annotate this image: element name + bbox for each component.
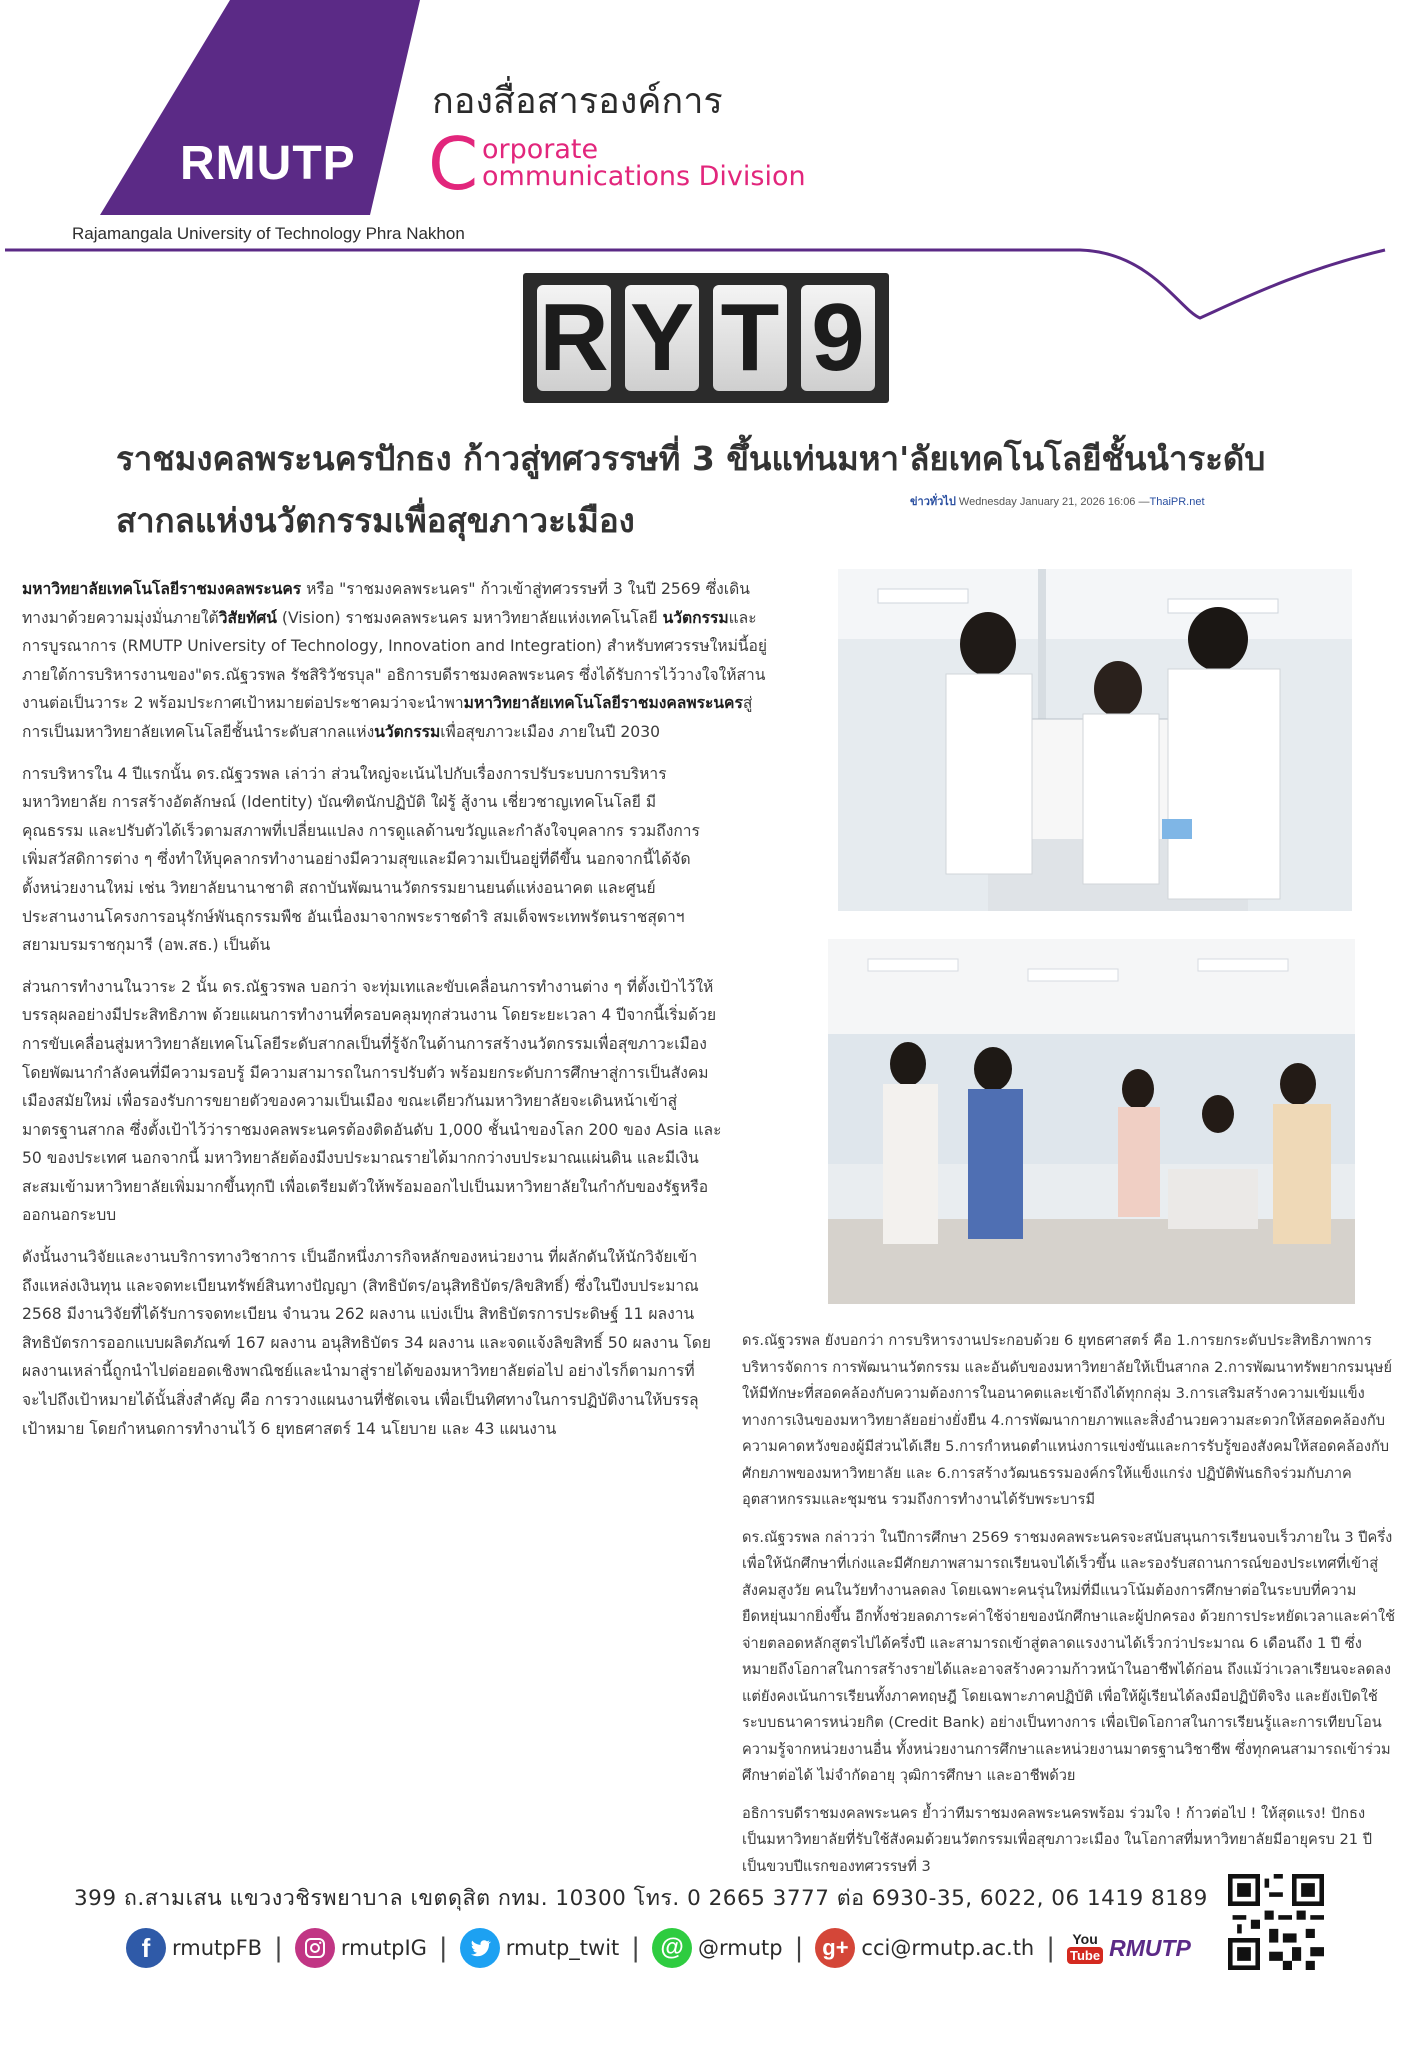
headline-line-1: ราชมงคลพระนครปักธง ก้าวสู่ทศวรรษที่ 3 ขึ้นแท่นมหา'ลัยเทคโนโลยีชั้นนำระดับ — [116, 439, 1266, 478]
cc-logo-letter: C — [428, 122, 479, 206]
paragraph-1 — [22, 575, 772, 747]
byline-date: Wednesday January 21, 2026 16:06 — — [958, 496, 1150, 508]
article-left-column — [22, 575, 782, 1456]
separator: | — [631, 1933, 641, 1963]
social-label: @rmutp — [698, 1936, 783, 1960]
paragraph-6: ดร.ณัฐวรพล กล่าวว่า ในปีการศึกษา 2569 ราชมงคลพระนครจะสนับสนุนการเรียนจบเร็วภายใน 3 ปีครึ่งเพื่อให้นักศึกษาที่เก่งและมีศักยภาพสามารถเรียนจบได้เร็วขึ้น และรองรับสถานการณ์ของประเทศที่เข้าสู่สังคมสูงวัย คนในวัยทำงานลดลง โดยเฉพาะคนรุ่นใหม่ที่มีแนวโน้มต้องการศึกษาต่อในระบบที่ความยืดหยุ่นมากยิ่งขึ้น อีกทั้งช่วยลดภาระค่าใช้จ่ายของนักศึกษาและผู้ปกครอง ด้วยการประหยัดเวลาและค่าใช้จ่ายตลอดหลักสูตรไปได้ครึ่งปี และสามารถเข้าสู่ตลาดแรงงานได้เร็วกว่าประมาณ 6 เดือนถึง 1 ปี ซึ่งหมายถึงโอกาสในการสร้างรายได้และอาจสร้างความก้าวหน้าในอาชีพได้ก่อน ถึงแม้ว่าเวลาเรียนจะลดลง แต่ยังคงเน้นการเรียนทั้งภาคทฤษฎี โดยเฉพาะภาคปฏิบัติ เพื่อให้ผู้เรียนได้ลงมือปฏิบัติจริง และยังเปิดใช้ระบบธนาคารหน่วยกิต (Credit Bank) อย่างเป็นทางการ เพื่อเปิดโอกาสในการเรียนรู้และการเทียบโอนความรู้จากหน่วยงานอื่น ทั้งหน่วยงานการศึกษาและหน่วยงานมาตรฐานวิชาชีพ ซึ่งทุกคนสามารถเข้าร่วมศึกษาต่อได้ ไม่จำกัดอายุ วุฒิการศึกษา และอาชีพด้วย — [742, 1528, 1396, 1784]
text: (Vision) ราชมงคลพระนคร มหาวิทยาลัยแห่งเทคโนโลยี — [276, 608, 663, 627]
bold-text: มหาวิทยาลัยเทคโนโลยีราชมงคลพระนคร — [463, 694, 743, 713]
youtube-icon-top: You — [1072, 1931, 1098, 1947]
social-links — [126, 1926, 1191, 1970]
text: และการบูรณาการ (RMUTP University of Technology, Innovation and Integration) สำหรับทศวรรษใหม่นี้อยู่ภายใต้การบริหารงานของ"ดร.ณัฐวรพล รัชสิริวัชรบุล" อธิการบดีราชมงคลพระนคร ซึ่งได้รับการไว้วางใจให้สานงานต่อเป็นวาระ 2 พร้อมประกาศเป้าหมายต่อประชาคมว่าจะนำพา — [22, 608, 768, 713]
bold-text: นวัตกรรม — [374, 722, 441, 741]
paragraph-4: ดังนั้นงานวิจัยและงานบริการทางวิชาการ เป็นอีกหนึ่งภารกิจหลักของหน่วยงาน ที่ผลักดันให้นักวิจัยเข้าถึงแหล่งเงินทุน และจดทะเบียนทรัพย์สินทางปัญญา (สิทธิบัตร/อนุสิทธิบัตร/ลิขสิทธิ์) ซึ่งในปีงบประมาณ 2568 มีงานวิจัยที่ได้รับการจดทะเบียน จำนวน 262 ผลงาน แบ่งเป็น สิทธิบัตรการประดิษฐ์ 11 ผลงาน สิทธิบัตรการออกแบบผลิตภัณฑ์ 167 ผลงาน อนุสิทธิบัตร 34 ผลงาน และจดแจ้งลิขสิทธิ์ 50 ผลงาน โดยผลงานเหล่านี้ถูกนำไปต่อยอดเชิงพาณิชย์และนำมาสู่รายได้ของมหาวิทยาลัยต่อไป อย่างไรก็ตามการที่จะไปถึงเป้าหมายได้นั้นสิ่งสำคัญ คือ การวางแผนงานที่ชัดเจน เพื่อเป็นทิศทางในการปฏิบัติงานให้บรรลุเป้าหมาย โดยกำหนดการทำงานไว้ 6 ยุทธศาสตร์ 14 นโยบาย และ 43 แผนงาน — [22, 1248, 712, 1438]
social-label: rmutpFB — [172, 1936, 263, 1960]
google-plus-icon: g+ — [815, 1928, 855, 1968]
social-link-youtube[interactable] — [1067, 1932, 1191, 1964]
bold-text: วิสัยทัศน์ — [218, 608, 277, 627]
social-link-instagram[interactable] — [295, 1928, 427, 1968]
social-link-twitter[interactable] — [460, 1928, 620, 1968]
paragraph-7: อธิการบดีราชมงคลพระนคร ย้ำว่าทีมราชมงคลพระนครพร้อม ร่วมใจ ! ก้าวต่อไป ! ให้สุดแรง! ปักธงเป็นมหาวิทยาลัยที่รับใช้สังคมด้วยนวัตกรรมเพื่อสุขภาวะเมือง ในโอกาสที่มหาวิทยาลัยมีอายุครบ 21 ปี เป็นขวบปีแรกของทศวรรษที่ 3 — [742, 1804, 1372, 1875]
twitter-icon — [460, 1928, 500, 1968]
ryt9-letter: 9 — [801, 285, 875, 391]
text: สู่การเป็นมหาวิทยาลัยเทคโนโลยีชั้นนำระดับสากลแห่ง — [22, 694, 753, 741]
footer-address: 399 ถ.สามเสน แขวงวชิรพยาบาล เขตดุสิต กทม. 10300 โทร. 0 2665 3777 ต่อ 6930-35, 6022, 06 1419 8189 — [74, 1886, 1208, 1911]
social-link-facebook[interactable] — [126, 1928, 262, 1968]
cc-logo-line1: orporate — [482, 134, 599, 165]
social-link-email[interactable] — [815, 1928, 1034, 1968]
qr-code-icon[interactable] — [1228, 1874, 1324, 1970]
separator: | — [794, 1933, 804, 1963]
separator: | — [274, 1933, 283, 1963]
headline-line-2: สากลแห่งนวัตกรรมเพื่อสุขภาวะเมือง — [116, 501, 635, 540]
article-headline — [116, 428, 1316, 552]
article-byline — [910, 492, 1205, 510]
bold-text: มหาวิทยาลัยเทคโนโลยีราชมงคลพระนคร — [22, 580, 302, 598]
ryt9-letter: Y — [625, 285, 699, 391]
instagram-icon — [295, 1928, 335, 1968]
article-right-column — [742, 1328, 1397, 1891]
line-icon: @ — [652, 1928, 692, 1968]
lab-photo — [838, 569, 1352, 911]
ryt9-logo — [523, 273, 889, 403]
text: เพื่อสุขภาวะเมือง ภายในปี 2030 — [440, 722, 661, 741]
office-team-photo — [828, 939, 1355, 1304]
department-name-thai: กองสื่อสารองค์การ — [432, 81, 723, 122]
paragraph-3: ส่วนการทำงานในวาระ 2 นั้น ดร.ณัฐวรพล บอกว่า จะทุ่มเทและขับเคลื่อนการทำงานต่าง ๆ ที่ตั้งเป้าไว้ให้บรรลุผลอย่างมีประสิทธิภาพ ด้วยแผนการทำงานที่ครอบคลุมทุกส่วนงาน โดยระยะเวลา 4 ปีจากนี้เริ่มด้วยการขับเคลื่อนสู่มหาวิทยาลัยเทคโนโลยีระดับสากลเป็นที่รู้จักในด้านการสร้างนวัตกรรมเพื่อสุขภาวะเมือง โดยพัฒนากำลังคนที่มีความรอบรู้ มีความสามารถในการปรับตัว พร้อมยกระดับการศึกษาสู่การเป็นสังคมเมืองสมัยใหม่ เพื่อรองรับการขยายตัวของความเป็นเมือง ขณะเดียวกันมหาวิทยาลัยจะเดินหน้าเข้าสู่มาตรฐานสากล ซึ่งตั้งเป้าไว้ว่าราชมงคลพระนครต้องติดอันดับ 1,000 ชั้นนำของโลก 200 ของ Asia และ 50 ของประเทศ นอกจากนี้ มหาวิทยาลัยต้องมีงบประมาณรายได้มากกว่างบประมาณแผ่นดิน และมีเงินสะสมเข้ามหาวิทยาลัยเพิ่มมากขึ้นทุกปี เพื่อเตรียมตัวให้พร้อมออกไปเป็นมหาวิทยาลัยในกำกับของรัฐหรือออกนอกระบบ — [22, 977, 722, 1225]
youtube-icon-bottom: Tube — [1067, 1947, 1103, 1964]
university-name: Rajamangala University of Technology Phra Nakhon — [72, 224, 465, 243]
social-label: rmutp_twit — [505, 1936, 620, 1960]
byline-source-link[interactable]: ThaiPR.net — [1149, 496, 1205, 508]
bold-text: นวัตกรรม — [662, 608, 729, 627]
separator: | — [1046, 1933, 1056, 1963]
youtube-icon — [1067, 1932, 1103, 1964]
social-label: rmutpIG — [340, 1936, 427, 1960]
youtube-label: RMUTP — [1109, 1934, 1191, 1961]
text: หรือ "ราชมงคลพระนคร" ก้าวเข้าสู่ทศวรรษที่ 3 ในปี 2569 ซึ่งเดินทางมาด้วยความมุ่งมั่นภายใต้ — [22, 580, 750, 627]
byline-category-link[interactable]: ข่าวทั่วไป — [910, 496, 956, 508]
social-label: cci@rmutp.ac.th — [861, 1936, 1035, 1960]
facebook-icon: f — [126, 1928, 166, 1968]
social-link-line[interactable] — [652, 1928, 783, 1968]
ryt9-letter: T — [713, 285, 787, 391]
cc-logo-line2: ommunications Division — [482, 161, 806, 192]
ryt9-letter: R — [537, 285, 611, 391]
rmutp-logo-text: RMUTP — [180, 137, 356, 190]
paragraph-5: ดร.ณัฐวรพล ยังบอกว่า การบริหารงานประกอบด้วย 6 ยุทธศาสตร์ คือ 1.การยกระดับประสิทธิภาพการบริหารจัดการ การพัฒนานวัตกรรม และอันดับของมหาวิทยาลัยให้เป็นสากล 2.การพัฒนาทรัพยากรมนุษย์ ให้มีทักษะที่สอดคล้องกับความต้องการในอนาคตและเข้าถึงได้ทุกกลุ่ม 3.การเสริมสร้างความเข้มแข็งทางการเงินของมหาวิทยาลัยอย่างยั่งยืน 4.การพัฒนากายภาพและสิ่งอำนวยความสะดวกให้สอดคล้องกับความคาดหวังของผู้มีส่วนได้เสีย 5.การกำหนดตำแหน่งการแข่งขันและการรับรู้ของสังคมให้สอดคล้องกับศักยภาพของมหาวิทยาลัย และ 6.การสร้างวัฒนธรรมองค์กรให้แข็งแกร่ง ปฏิบัติพันธกิจร่วมกับภาคอุตสาหกรรมและชุมชน รวมถึงการทำงานได้รับพระบารมี — [742, 1332, 1393, 1508]
paragraph-2: การบริหารใน 4 ปีแรกนั้น ดร.ณัฐวรพล เล่าว่า ส่วนใหญ่จะเน้นไปกับเรื่องการปรับระบบการบริหารมหาวิทยาลัย การสร้างอัตลักษณ์ (Identity) บัณฑิตนักปฏิบัติ ใฝ่รู้ สู้งาน เชี่ยวชาญเทคโนโลยี มีคุณธรรม และปรับตัวได้เร็วตามสภาพที่เปลี่ยนแปลง การดูแลด้านขวัญและกำลังใจบุคลากร รวมถึงการเพิ่มสวัสดิการต่าง ๆ ซึ่งทำให้บุคลากรทำงานอย่างมีความสุขและมีความเป็นอยู่ที่ดีขึ้น นอกจากนี้ได้จัดตั้งหน่วยงานใหม่ เช่น วิทยาลัยนานาชาติ สถาบันพัฒนานวัตกรรมยานยนต์แห่งอนาคต และศูนย์ประสานงานโครงการอนุรักษ์พันธุกรรมพืช อันเนื่องมาจากพระราชดำริ สมเด็จพระเทพรัตนราชสุดาฯ สยามบรมราชกุมารี (อพ.สธ.) เป็นต้น — [22, 764, 700, 955]
separator: | — [438, 1933, 448, 1963]
